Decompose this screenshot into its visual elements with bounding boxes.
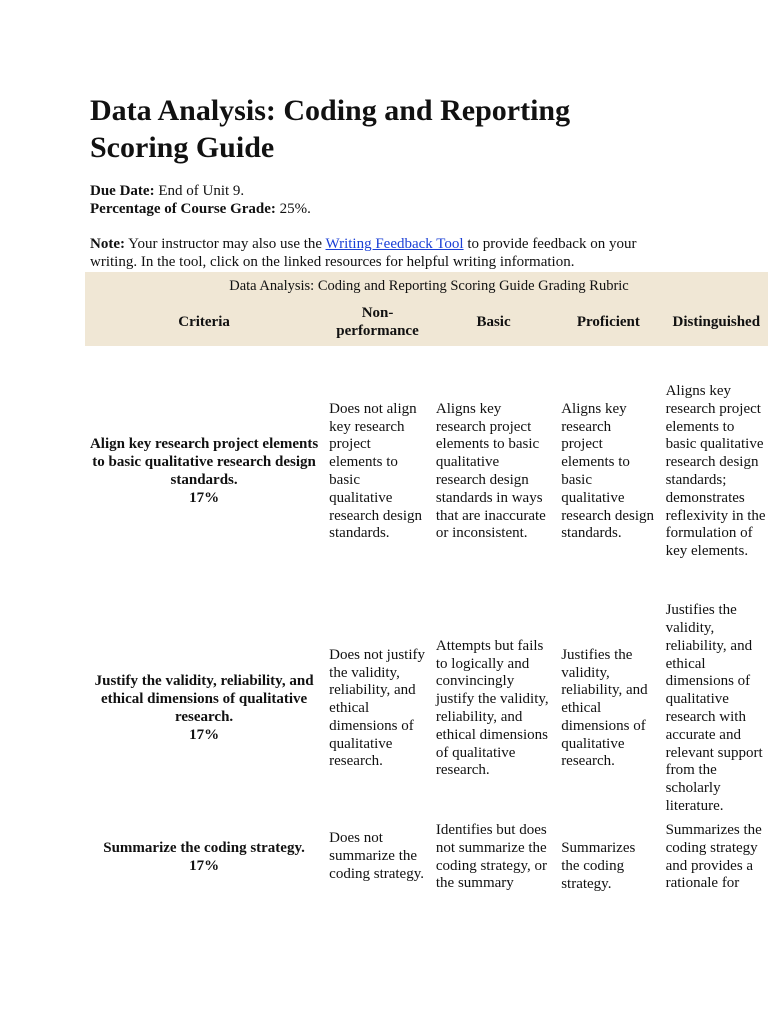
percentage-value: 25%. [275, 201, 311, 217]
header-basic: Basic [476, 314, 511, 331]
rubric-caption: Data Analysis: Coding and Reporting Scoring Guide Grading Rubric [229, 278, 629, 294]
note-paragraph [90, 235, 660, 271]
due-date-label: Due Date: [90, 183, 155, 199]
criteria-weight: 17% [189, 726, 220, 743]
non-performance-cell: Does not align key research project elements to basic qualitative research design standards. [329, 400, 423, 542]
basic-cell: Attempts but fails to logically and convincingly justify the validity, reliability, and ethical dimensions of qualitative research. [435, 637, 549, 779]
criteria-cell [85, 820, 325, 940]
criteria-text: Summarize the coding strategy. [103, 840, 305, 856]
writing-feedback-tool-link[interactable]: Writing Feedback Tool [325, 236, 464, 252]
criteria-text: Align key research project elements to basic qualitative research design standards. [89, 436, 319, 488]
rubric-header-table [85, 300, 768, 346]
criteria-weight: 17% [189, 489, 220, 506]
grading-rubric [85, 272, 768, 940]
distinguished-cell: Justifies the validity, reliability, and ethical dimensions of qualitative research with accurate and relevant support from the scholarly literature. [665, 602, 763, 814]
criteria-cell [85, 598, 325, 820]
rubric-row [85, 598, 768, 820]
due-date-line [90, 182, 311, 200]
rubric-row [85, 346, 768, 598]
non-performance-cell: Does not justify the validity, reliability, and ethical dimensions of qualitative research. [329, 646, 425, 770]
distinguished-cell: Summarizes the coding strategy and provides a rationale for [665, 822, 762, 892]
proficient-cell: Justifies the validity, reliability, and ethical dimensions of qualitative research. [561, 646, 648, 770]
header-criteria: Criteria [178, 314, 230, 331]
proficient-cell: Aligns key research project elements to basic qualitative research design standards. [561, 400, 655, 542]
percentage-label: Percentage of Course Grade: [90, 201, 276, 217]
header-distinguished: Distinguished [672, 314, 761, 331]
basic-cell: Identifies but does not summarize the coding strategy, or the summary [435, 822, 547, 892]
page-title: Data Analysis: Coding and Reporting Scoring Guide [90, 94, 571, 164]
header-non-performance: Non-performance [336, 305, 419, 339]
rubric-body-table [85, 346, 768, 940]
due-date-value: End of Unit 9. [154, 183, 245, 199]
basic-cell: Aligns key research project elements to basic qualitative research design standards in ways that are inaccurate or inconsistent. [435, 400, 546, 542]
rubric-row [85, 820, 768, 940]
proficient-cell: Summarizes the coding strategy. [561, 840, 636, 892]
header-proficient: Proficient [576, 314, 640, 331]
note-label: Note: [90, 236, 125, 252]
note-text-after: to provide feedback on your writing. In the tool, click on the linked resources for helpful writing information. [90, 236, 637, 270]
rubric-header-row [85, 300, 768, 346]
distinguished-cell: Aligns key research project elements to basic qualitative research design standards; demonstrates reflexivity in the formulation of key elements. [665, 383, 766, 560]
note-text-before: Your instructor may also use the [124, 236, 326, 252]
criteria-text: Justify the validity, reliability, and ethical dimensions of qualitative research. [94, 673, 314, 725]
criteria-weight: 17% [189, 857, 220, 874]
rubric-header-band [85, 272, 768, 346]
percentage-line [90, 200, 311, 218]
non-performance-cell: Does not summarize the coding strategy. [329, 830, 424, 882]
assignment-meta [90, 182, 311, 218]
criteria-cell [85, 346, 325, 598]
